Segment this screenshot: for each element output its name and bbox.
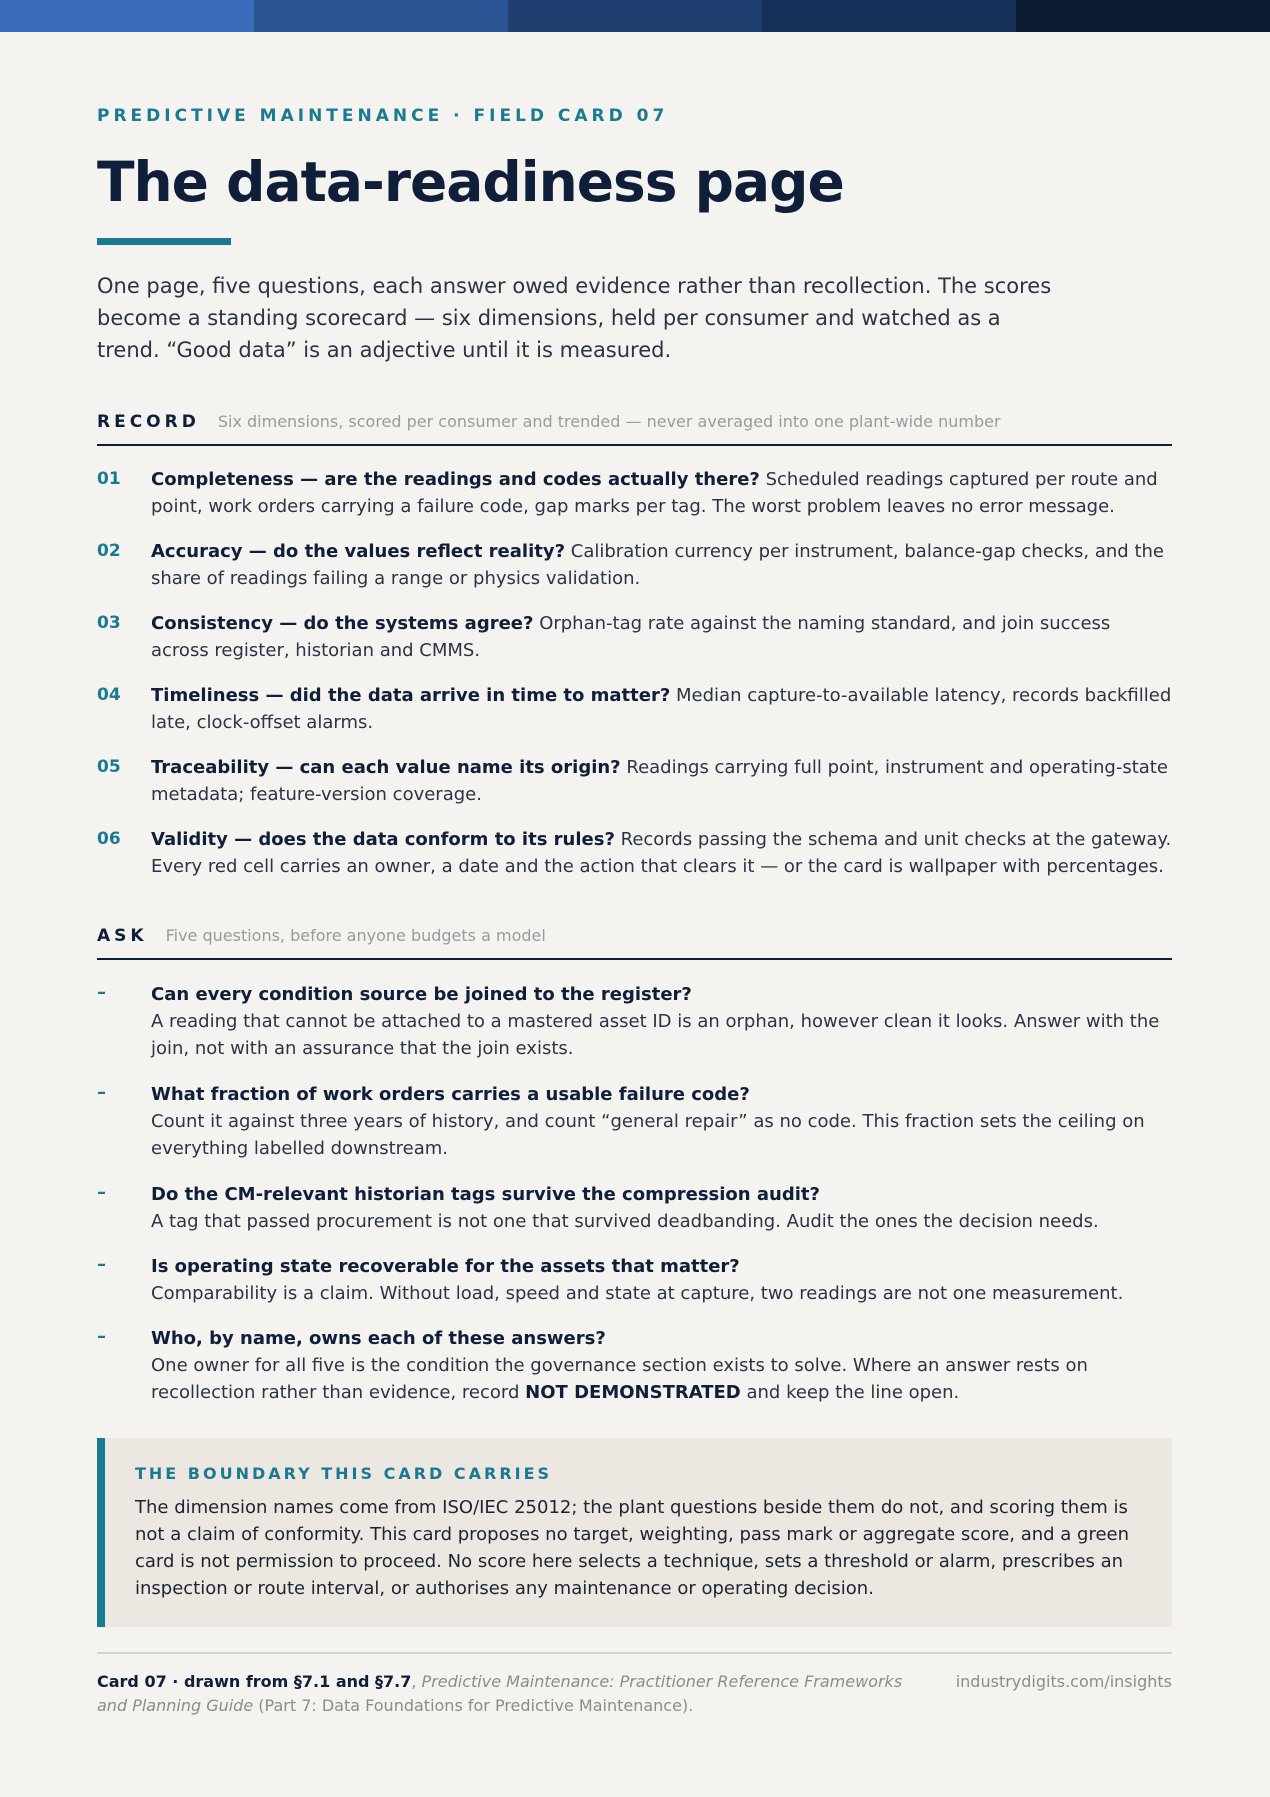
- footer-divider: [97, 1652, 1172, 1654]
- dash-bullet: –: [97, 1082, 106, 1103]
- record-number: 05: [97, 757, 121, 777]
- ask-text: [151, 1325, 1172, 1406]
- record-lead: Accuracy — do the values reflect reality?: [151, 541, 566, 562]
- ask-subtitle: Five questions, before anyone budgets a model: [165, 926, 546, 945]
- record-detail: Calibration currency per instrument, balance-gap checks, and the share of readings failing a range or physics validation.: [151, 541, 1164, 589]
- callout-title: THE BOUNDARY THIS CARD CARRIES: [135, 1464, 553, 1483]
- band-segment-5: [1016, 0, 1270, 32]
- footer-url: industrydigits.com/insights: [955, 1672, 1172, 1691]
- footer-book-title: Predictive Maintenance: Practitioner Reference Frameworks and Planning Guide: [97, 1672, 903, 1715]
- ask-answer-tail: and keep the line open.: [746, 1382, 960, 1403]
- record-detail: Orphan-tag rate against the naming standard, and join success across register, historian and CMMS.: [151, 613, 1111, 661]
- record-label: RECORD: [97, 412, 200, 432]
- ask-answer: One owner for all five is the condition the governance section exists to solve. Where an answer rests on recollection rather than evidence, record: [151, 1355, 1088, 1403]
- ask-answer: A reading that cannot be attached to a mastered asset ID is an orphan, however clean it looks. Answer with the join, not with an assurance that the join exists.: [151, 1011, 1160, 1059]
- record-number: 01: [97, 469, 121, 489]
- record-number: 04: [97, 685, 121, 705]
- record-detail: Readings carrying full point, instrument and operating-state metadata; feature-version coverage.: [151, 757, 1168, 805]
- boundary-callout: [97, 1438, 1172, 1627]
- footer-source: [97, 1670, 927, 1718]
- record-lead: Traceability — can each value name its origin?: [151, 757, 621, 778]
- footer-card-ref: Card 07 · drawn from §7.1 and §7.7: [97, 1672, 412, 1691]
- record-text: [151, 682, 1172, 736]
- ask-question: Who, by name, owns each of these answers?: [151, 1328, 606, 1349]
- ask-question: Is operating state recoverable for the assets that matter?: [151, 1256, 740, 1277]
- record-lead: Completeness — are the readings and codes actually there?: [151, 469, 760, 490]
- record-text: [151, 538, 1172, 592]
- ask-answer: Count it against three years of history, and count “general repair” as no code. This fraction sets the ceiling on everything labelled downstream.: [151, 1111, 1145, 1159]
- dash-bullet: –: [97, 1182, 106, 1203]
- ask-answer: A tag that passed procurement is not one that survived deadbanding. Audit the ones the decision needs.: [151, 1211, 1099, 1232]
- intro-paragraph: One page, five questions, each answer owed evidence rather than recollection. The scores become a standing scorecard — six dimensions, held per consumer and watched as a trend. “Good data” is an adjective until it is measured.: [97, 274, 1052, 362]
- record-lead: Validity — does the data conform to its rules?: [151, 829, 615, 850]
- record-number: 03: [97, 613, 121, 633]
- title-underline: [97, 238, 231, 245]
- record-number: 06: [97, 829, 121, 849]
- ask-text: [151, 981, 1172, 1062]
- dash-bullet: –: [97, 1326, 106, 1347]
- callout-text: The dimension names come from ISO/IEC 25012; the plant questions beside them do not, and scoring them is not a claim of conformity. This card proposes no target, weighting, pass mark or aggregate score, and a green card is not permission to proceed. No score here selects a technique, sets a threshold or alarm, prescribes an inspection or route interval, or authorises any maintenance or operating decision.: [135, 1497, 1130, 1599]
- record-text: [151, 466, 1172, 520]
- band-segment-4: [762, 0, 1016, 32]
- ask-text: [151, 1253, 1172, 1307]
- ask-question: Can every condition source be joined to the register?: [151, 984, 692, 1005]
- footer-part: (Part 7: Data Foundations for Predictive Maintenance).: [253, 1696, 694, 1715]
- record-detail: Records passing the schema and unit checks at the gateway. Every red cell carries an owner, a date and the action that clears it — or the card is wallpaper with percentages.: [151, 829, 1172, 877]
- page-title: The data-readiness page: [97, 150, 844, 214]
- record-number: 02: [97, 541, 121, 561]
- band-segment-1: [0, 0, 254, 32]
- record-detail: Scheduled readings captured per route and point, work orders carrying a failure code, gap marks per tag. The worst problem leaves no error message.: [151, 469, 1158, 517]
- record-subtitle: Six dimensions, scored per consumer and trended — never averaged into one plant-wide number: [217, 412, 1001, 431]
- dash-bullet: –: [97, 982, 106, 1003]
- record-detail: Median capture-to-available latency, records backfilled late, clock-offset alarms.: [151, 685, 1172, 733]
- record-text: [151, 826, 1172, 880]
- band-segment-2: [254, 0, 508, 32]
- not-demonstrated-label: NOT DEMONSTRATED: [525, 1382, 741, 1403]
- top-color-band: [0, 0, 1270, 32]
- record-section-header: [97, 410, 1172, 446]
- ask-label: ASK: [97, 926, 148, 946]
- ask-section-header: [97, 924, 1172, 960]
- dash-bullet: –: [97, 1254, 106, 1275]
- band-segment-3: [508, 0, 762, 32]
- record-lead: Consistency — do the systems agree?: [151, 613, 534, 634]
- record-lead: Timeliness — did the data arrive in time to matter?: [151, 685, 671, 706]
- ask-answer: Comparability is a claim. Without load, speed and state at capture, two readings are not one measurement.: [151, 1283, 1124, 1304]
- ask-question: What fraction of work orders carries a usable failure code?: [151, 1084, 750, 1105]
- ask-question: Do the CM-relevant historian tags survive the compression audit?: [151, 1184, 820, 1205]
- ask-text: [151, 1081, 1172, 1162]
- record-text: [151, 754, 1172, 808]
- eyebrow-label: PREDICTIVE MAINTENANCE · FIELD CARD 07: [97, 106, 669, 126]
- record-text: [151, 610, 1172, 664]
- footer-sep: ,: [411, 1672, 422, 1691]
- ask-text: [151, 1181, 1172, 1235]
